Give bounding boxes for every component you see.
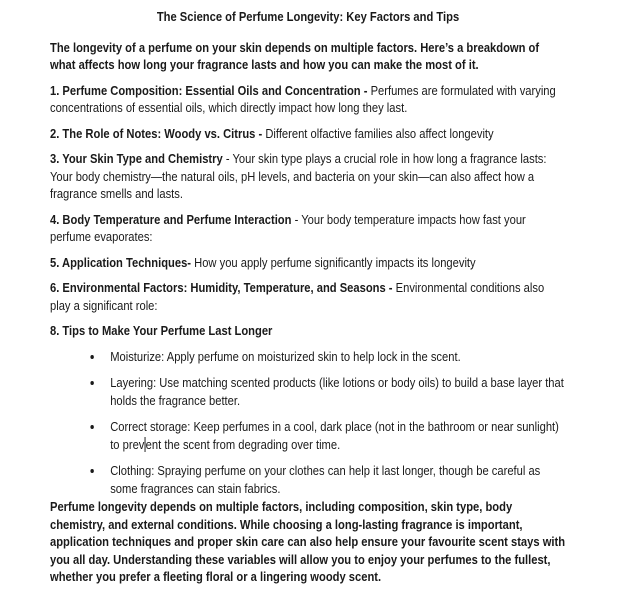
section-6-heading: 6. Environmental Factors: Humidity, Temperature, and Seasons - bbox=[50, 280, 393, 295]
page-title: The Science of Perfume Longevity: Key Factors and Tips bbox=[156, 9, 460, 24]
tips-heading: 8. Tips to Make Your Perfume Last Longer bbox=[50, 323, 273, 338]
list-item-text-before-caret: Correct storage: Keep perfumes in a cool, dark place (not in the bathroom or near sunlight) to prev bbox=[110, 419, 559, 452]
list-item-clothing bbox=[103, 462, 566, 497]
section-2-paragraph bbox=[50, 125, 566, 143]
section-2-heading: 2. The Role of Notes: Woody vs. Citrus - bbox=[50, 125, 263, 141]
conclusion-paragraph: Perfume longevity depends on multiple factors, including composition, skin type, body chemistry, and external conditions. While choosing a long-lasting fragrance is important, application techniques and proper skin care can also help ensure your favourite scent stays with you all day. Understanding these variables will allow you to enjoy your perfumes to the fullest, whether you prefer a fleeting floral or a lingering woody scent. bbox=[50, 499, 566, 584]
section-4-heading: 4. Body Temperature and Perfume Interaction bbox=[50, 211, 292, 227]
document-editing-surface[interactable] bbox=[50, 8, 566, 586]
section-6-body: Environmental conditions also play a significant role: bbox=[50, 280, 545, 313]
section-2-body: Different olfactive families also affect longevity bbox=[265, 125, 494, 141]
section-1-body: Perfumes are formulated with varying concentrations of essential oils, which directly impact how long they last. bbox=[50, 82, 556, 115]
section-4-paragraph bbox=[50, 211, 566, 246]
list-item-text: Layering: Use matching scented products (like lotions or body oils) to build a base layer that holds the fragrance better. bbox=[110, 375, 564, 408]
section-1-paragraph bbox=[50, 82, 566, 117]
list-item-text: Moisturize: Apply perfume on moisturized skin to help lock in the scent. bbox=[110, 348, 461, 364]
tips-list bbox=[50, 348, 566, 498]
list-item-correct-storage bbox=[103, 418, 566, 453]
section-4-body: - Your body temperature impacts how fast your perfume evaporates: bbox=[50, 211, 526, 244]
section-3-body: - Your skin type plays a crucial role in how long a fragrance lasts: Your body chemistry—the natural oils, pH levels, and bacteria on your skin—can also affect how a fragrance smells and lasts. bbox=[50, 151, 547, 201]
intro-paragraph: The longevity of a perfume on your skin depends on multiple factors. Here’s a breakdown of what affects how long your fragrance lasts and how you can make the most of it. bbox=[50, 39, 540, 72]
section-1-heading: 1. Perfume Composition: Essential Oils and Concentration - bbox=[50, 82, 368, 98]
list-item-text: Clothing: Spraying perfume on your clothes can help it last longer, though be careful as some fragrances can stain fabrics. bbox=[110, 463, 541, 496]
list-item-moisturize bbox=[103, 348, 566, 366]
section-5-body: How you apply perfume significantly impacts its longevity bbox=[194, 254, 476, 270]
section-3-paragraph bbox=[50, 150, 566, 203]
list-item-layering bbox=[103, 374, 566, 409]
section-6-paragraph bbox=[50, 279, 566, 314]
list-item-text-after-caret: ent the scent from degrading over time. bbox=[145, 436, 341, 452]
section-5-heading: 5. Application Techniques- bbox=[50, 254, 192, 270]
section-3-heading: 3. Your Skin Type and Chemistry bbox=[50, 151, 223, 166]
section-5-paragraph bbox=[50, 254, 566, 272]
